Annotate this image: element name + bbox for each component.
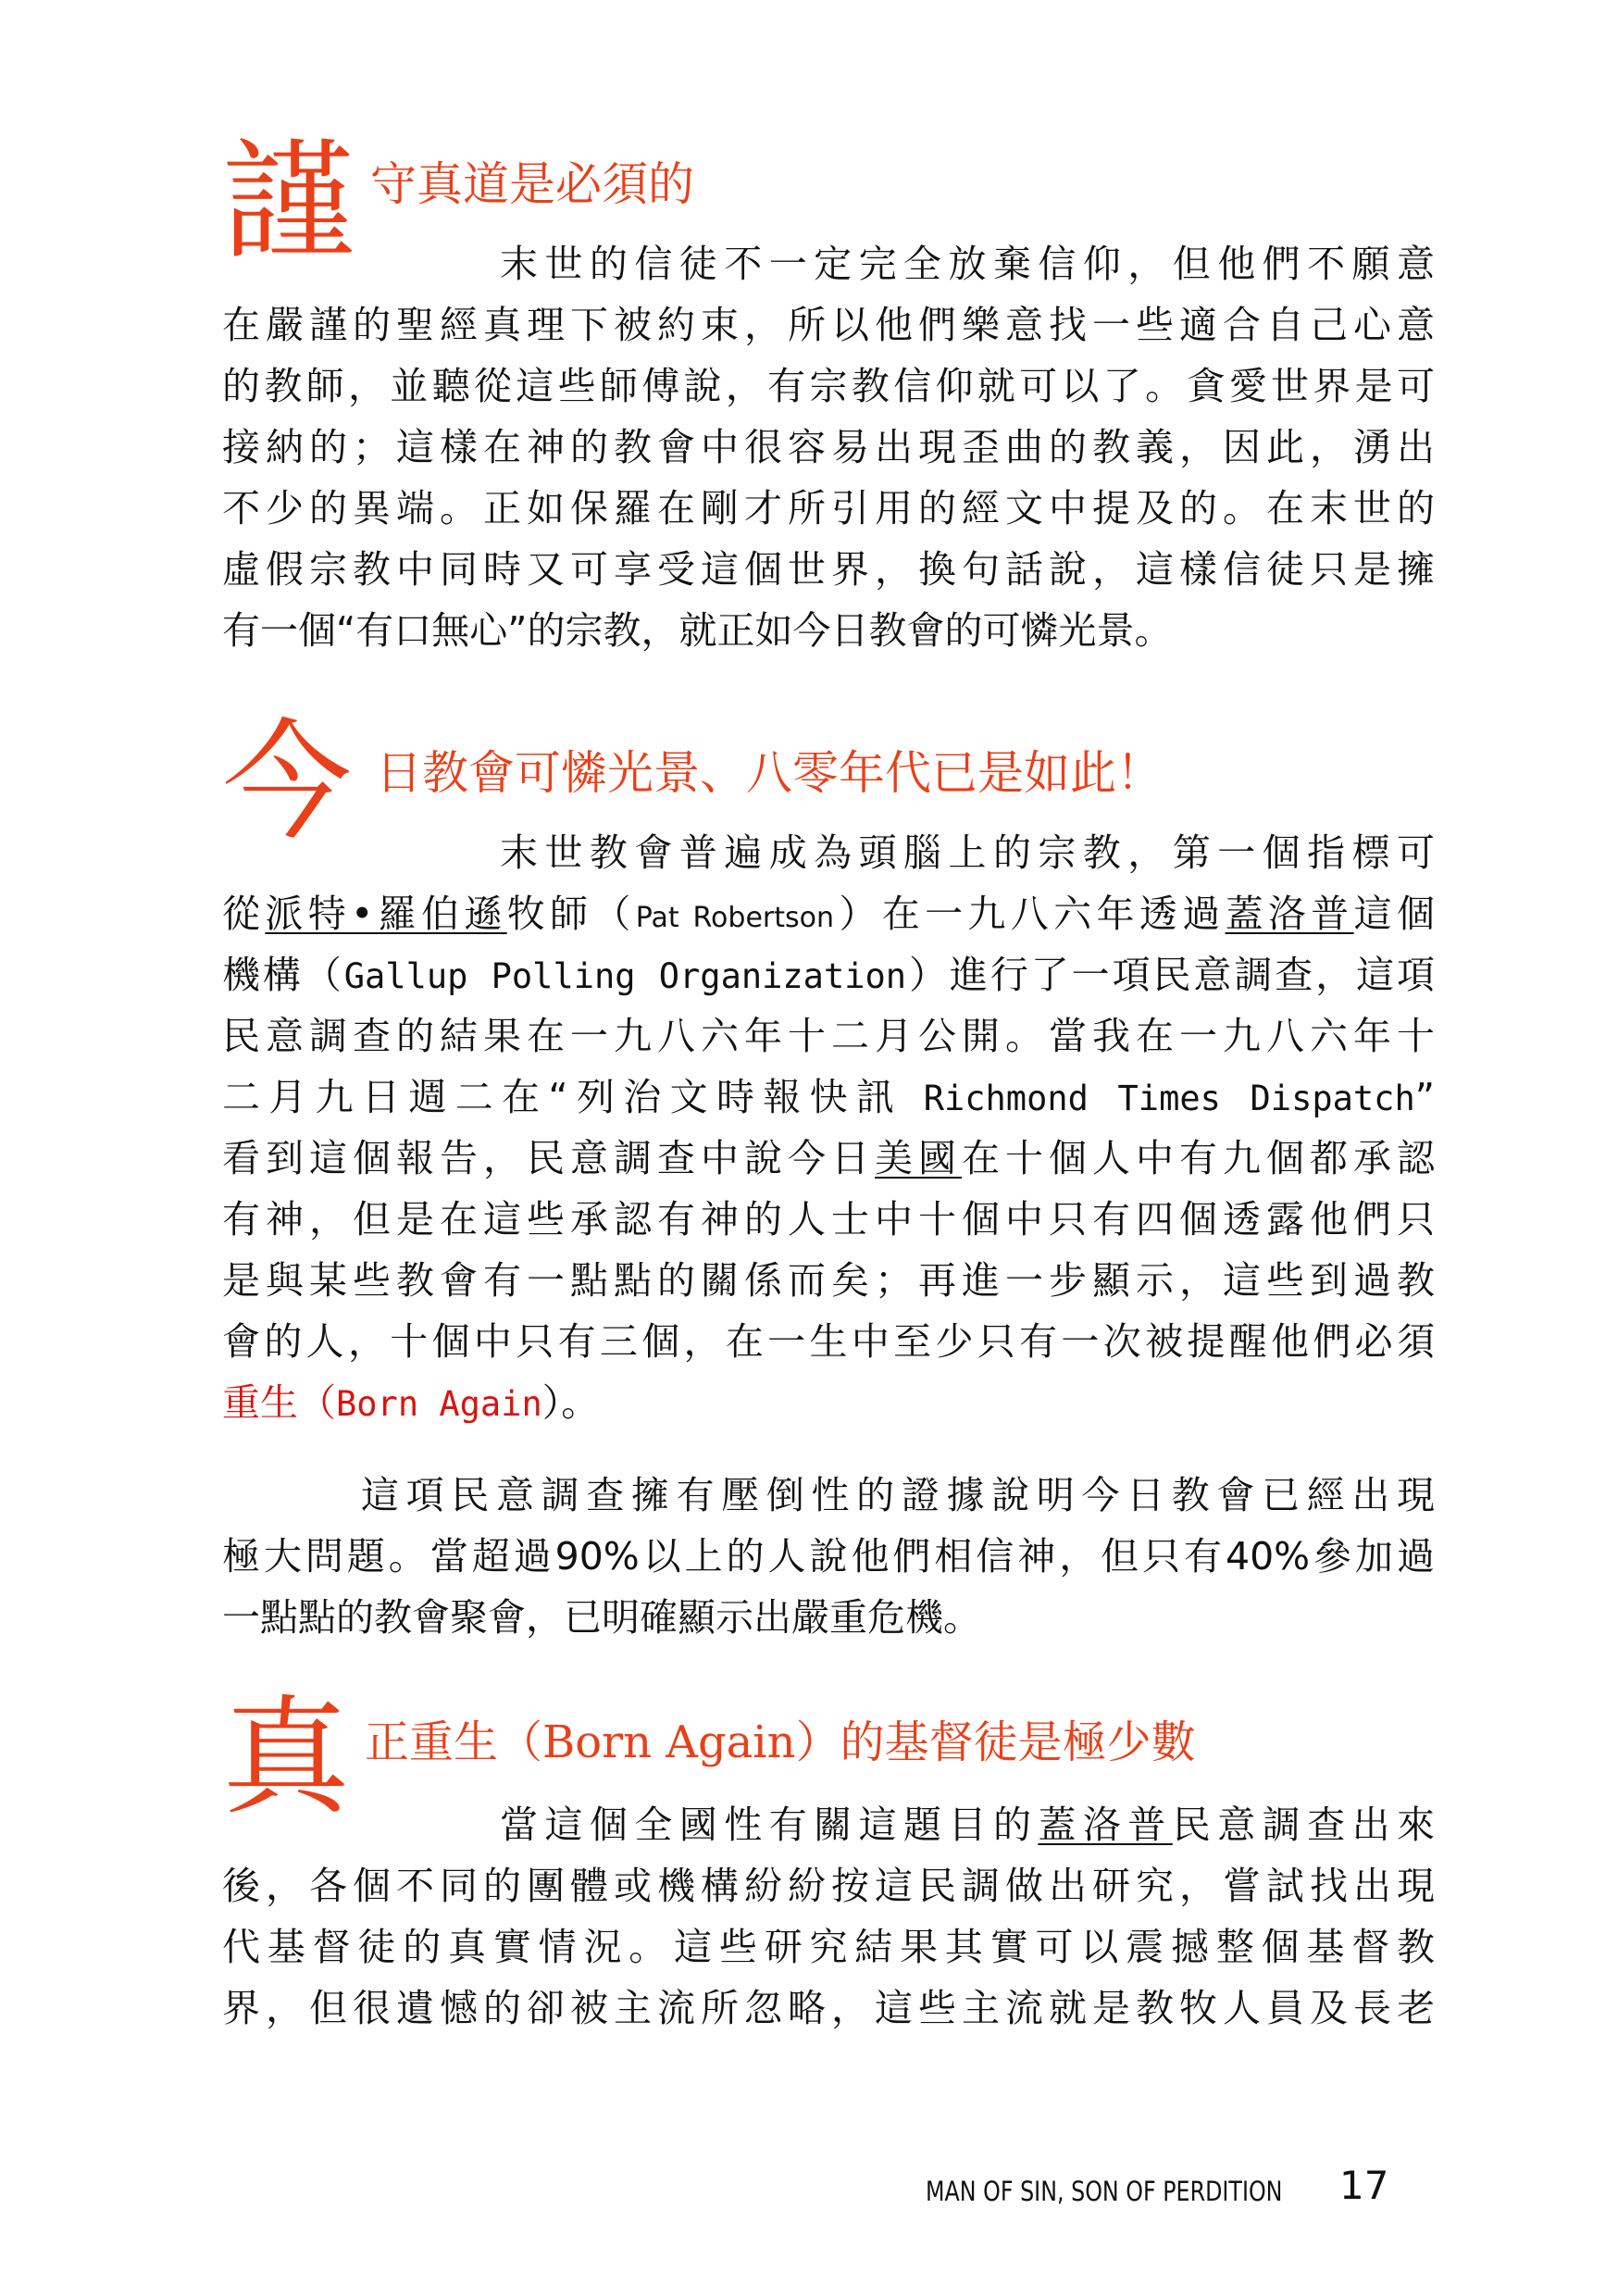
text-line: 不少的異端。正如保羅在剛才所引用的經文中提及的。在末世的	[222, 486, 1435, 530]
text-run: （	[298, 1380, 336, 1425]
text-run: 二月九日週二在“列治文時報快訊	[222, 1075, 924, 1119]
text-run: 看到這個報告，民意調查中說今日	[222, 1136, 875, 1180]
text-run: 這個	[1353, 892, 1435, 936]
text-line	[222, 1128, 1435, 1189]
text-line-content: 這項民意調查擁有壓倒性的證據說明今日教會已經出現	[361, 1473, 1435, 1517]
section-2-paragraph-2	[222, 1465, 1435, 1648]
text-line-content: 末世的信徒不一定完全放棄信仰，但他們不願意	[500, 242, 1435, 286]
text-line: 有一個“有口無心”的宗教，就正如今日教會的可憐光景。	[222, 608, 1173, 653]
highlight-term: 重生	[222, 1380, 298, 1425]
text-line	[222, 1465, 1435, 1526]
section-3	[222, 1683, 1435, 2065]
text-line: 一點點的教會聚會，已明確顯示出嚴重危機。	[222, 1595, 981, 1640]
english-org-name: Gallup Polling Organization	[343, 956, 907, 996]
text-line: 的教師，並聽從這些師傅說，有宗教信仰就可以了。貪愛世界是可	[222, 364, 1435, 408]
english-name: Pat Robertson	[635, 902, 834, 934]
text-line	[222, 883, 1435, 944]
organization-link[interactable]: 蓋洛普	[1038, 1803, 1173, 1847]
text-line: 在嚴謹的聖經真理下被約束，所以他們樂意找一些適合自己心意	[222, 303, 1435, 347]
drop-cap-2: 今	[222, 707, 353, 858]
text-line: 界，但很遺憾的卻被主流所忽略，這些主流就是教牧人員及長老	[222, 1986, 1435, 2030]
text-run: ”	[1414, 1075, 1435, 1119]
text-run: ）進行了一項民意調查，這項	[906, 953, 1435, 997]
text-run: 從	[222, 892, 266, 936]
text-run: 民意調查出來	[1172, 1803, 1435, 1847]
text-line	[222, 944, 1435, 1005]
book-title: MAN OF SIN, SON OF PERDITION	[926, 2176, 1283, 2207]
section-1-paragraph	[222, 233, 1435, 661]
text-line	[222, 822, 1435, 883]
page-number: 17	[1339, 2163, 1389, 2208]
text-line	[222, 1372, 1435, 1433]
text-line: 是與某些教會有一點點的關係而矣；再進一步顯示，這些到過教	[222, 1258, 1435, 1303]
organization-link[interactable]: 蓋洛普	[1225, 892, 1354, 936]
text-run: 機構（	[222, 953, 344, 997]
section-3-paragraph	[222, 1794, 1435, 2039]
section-1-heading: 守真道是必須的	[370, 157, 694, 211]
text-line: 代基督徒的真實情況。這些研究結果其實可以震撼整個基督教	[222, 1925, 1435, 1969]
person-name-link[interactable]: 派特•羅伯遜	[265, 892, 507, 936]
text-line: 虛假宗教中同時又可享受這個世界，換句話說，這樣信徒只是擁	[222, 547, 1435, 592]
section-3-heading: 正重生（Born Again）的基督徒是極少數	[365, 1716, 1196, 1768]
text-run: 在十個人中有九個都承認	[962, 1136, 1435, 1180]
section-2	[222, 707, 1435, 1648]
text-line	[222, 1067, 1435, 1128]
text-line	[222, 233, 1435, 294]
page-footer	[926, 2163, 1444, 2218]
text-line	[222, 1794, 1435, 1855]
section-2-heading: 日教會可憐光景、八零年代已是如此！	[376, 746, 1163, 800]
english-newspaper-name: Richmond Times Dispatch	[923, 1079, 1415, 1118]
text-run: ）。	[541, 1380, 600, 1425]
text-run: 牧師（	[506, 892, 636, 936]
text-run: ）在一九八六年透過	[834, 892, 1226, 936]
text-line: 民意調查的結果在一九八六年十二月公開。當我在一九八六年十	[222, 1014, 1435, 1058]
text-line: 接納的；這樣在神的教會中很容易出現歪曲的教義，因此，湧出	[222, 425, 1435, 469]
country-link[interactable]: 美國	[875, 1136, 962, 1180]
text-line: 會的人，十個中只有三個，在一生中至少只有一次被提醒他們必須	[222, 1319, 1435, 1364]
text-line: 後，各個不同的團體或機構紛紛按這民調做出研究，嘗試找出現	[222, 1864, 1435, 1908]
drop-cap-1: 謹	[222, 126, 354, 279]
section-2-paragraph-1	[222, 822, 1435, 1433]
drop-cap-3: 真	[222, 1683, 351, 1832]
section-1	[222, 126, 1435, 676]
text-line: 有神，但是在這些承認有神的人士中十個中只有四個透露他們只	[222, 1197, 1435, 1242]
highlight-english-term: Born Again	[336, 1384, 542, 1424]
text-line-content: 末世教會普遍成為頭腦上的宗教，第一個指標可	[500, 830, 1435, 875]
text-line: 極大問題。當超過90%以上的人說他們相信神，但只有40%參加過	[222, 1534, 1435, 1578]
text-run: 當這個全國性有關這題目的	[500, 1803, 1039, 1847]
